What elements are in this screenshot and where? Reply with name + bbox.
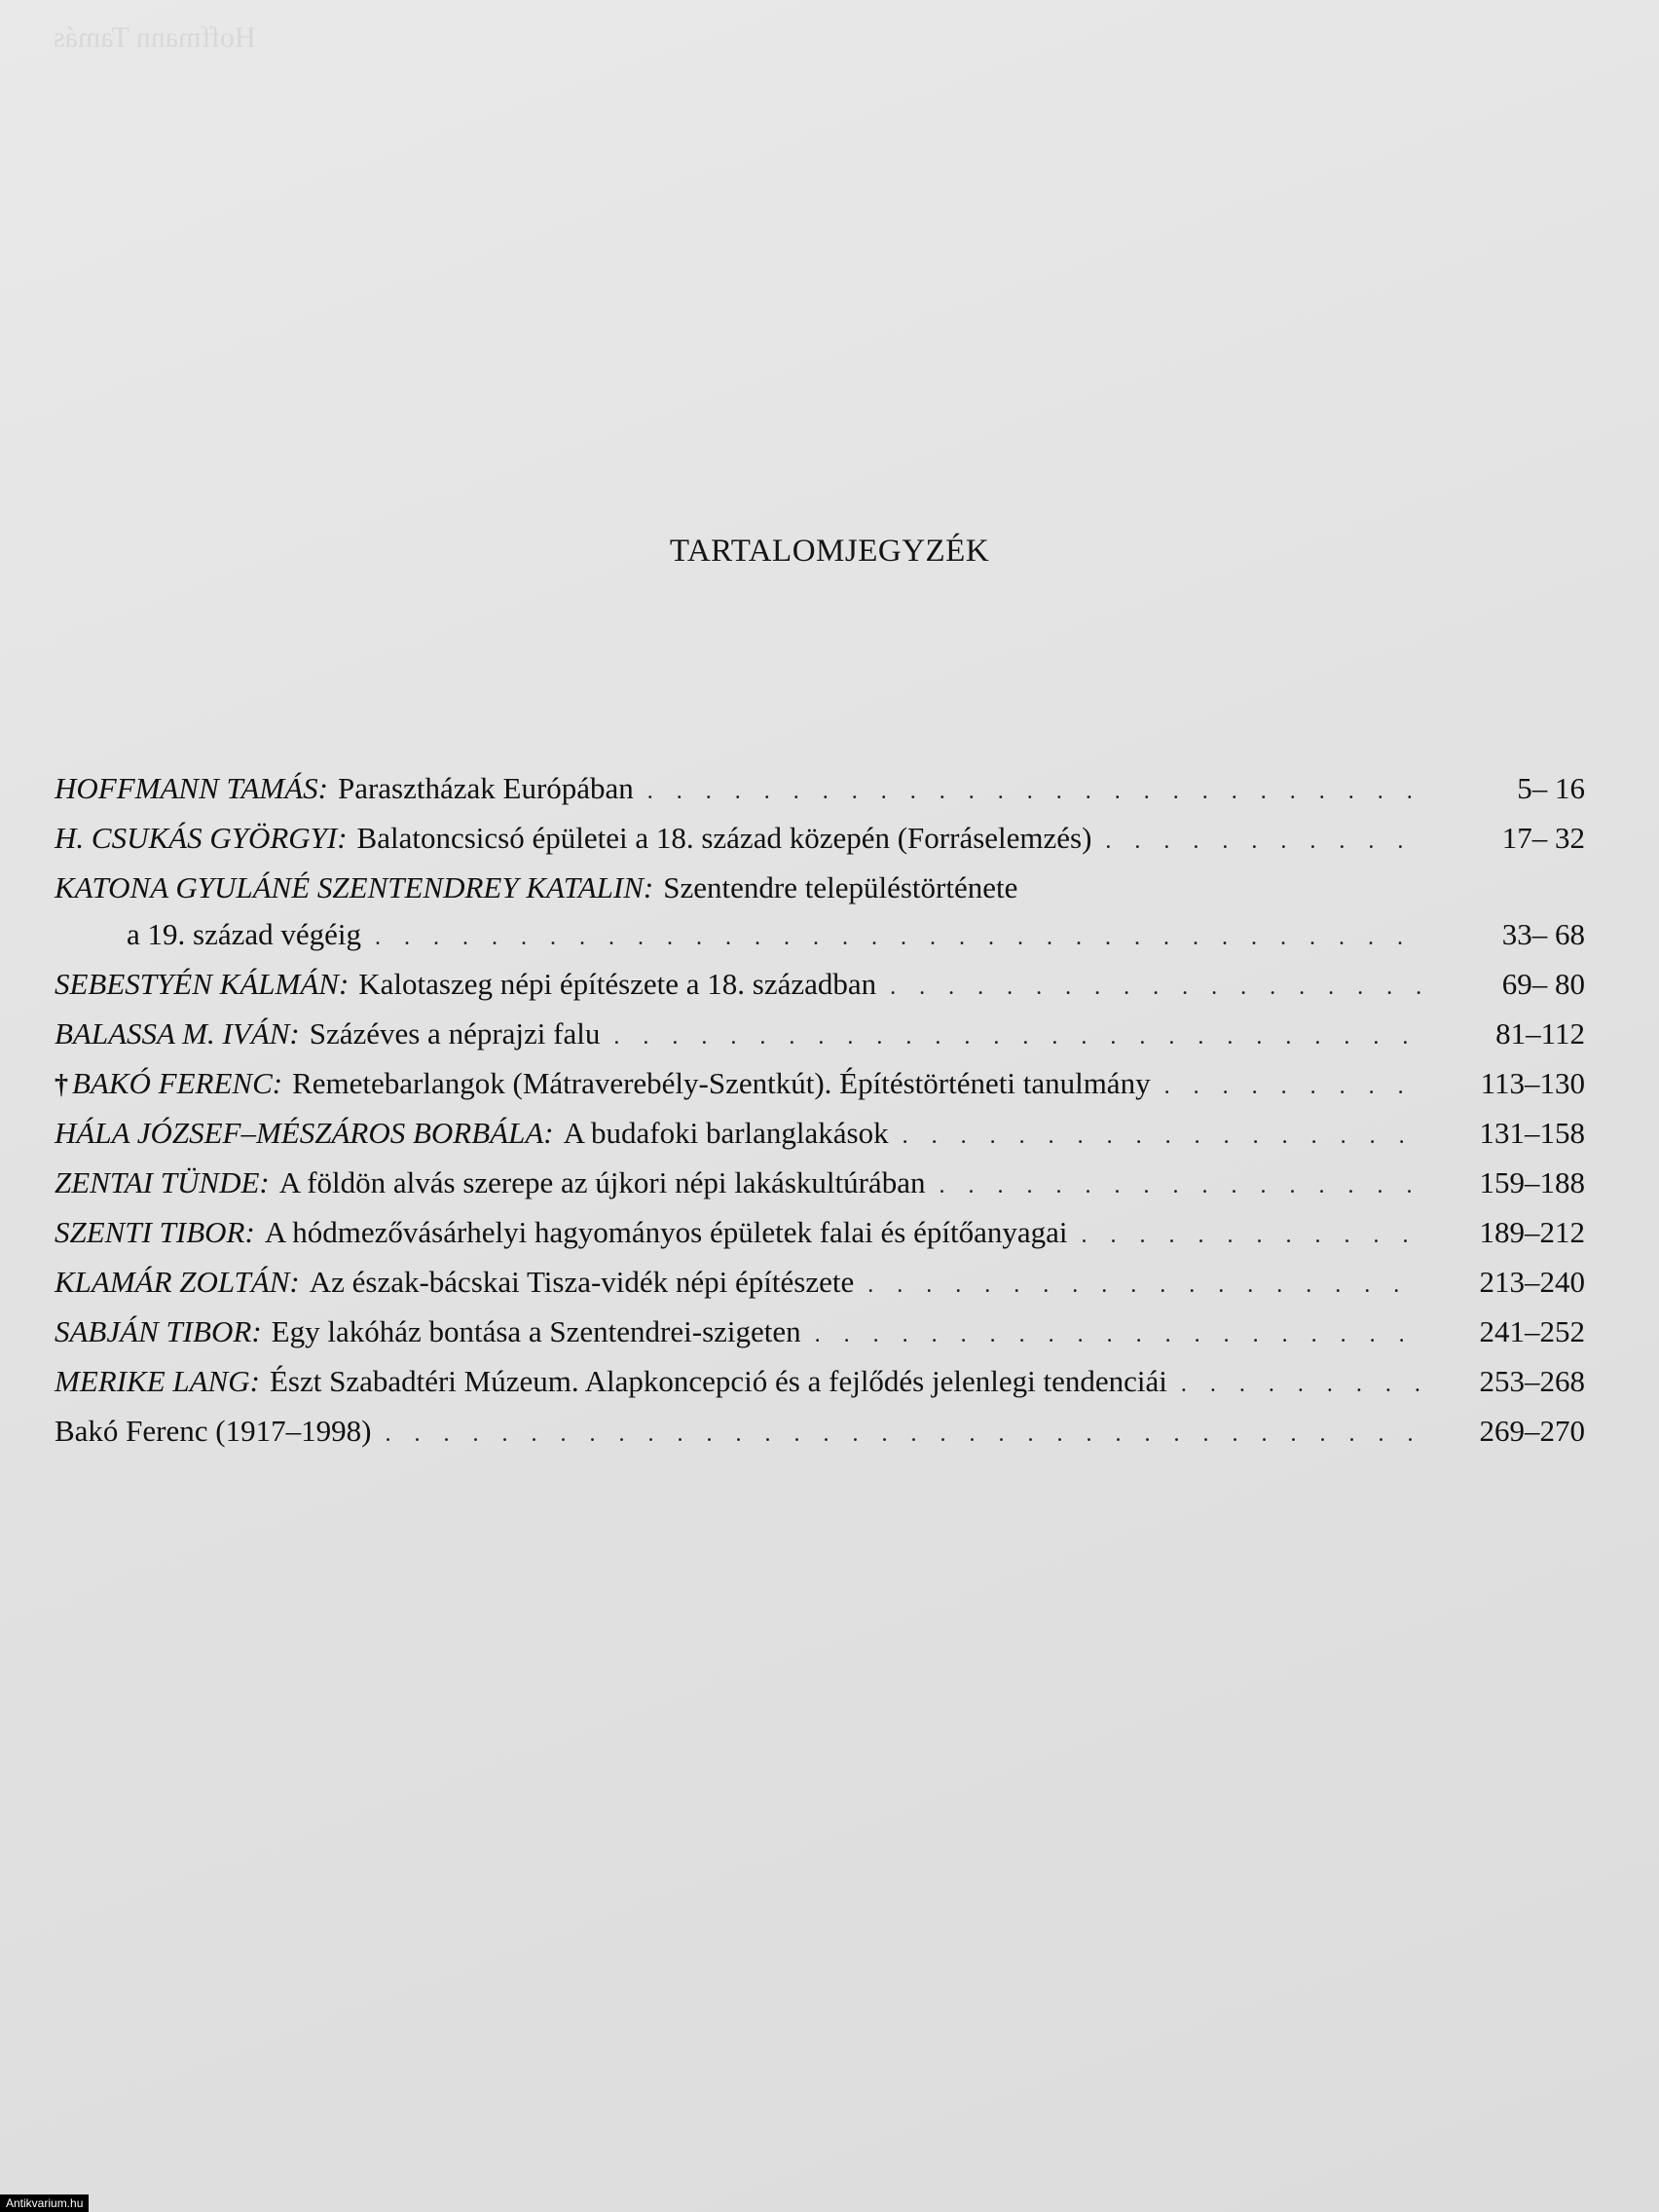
bleed-through-header: Hoffmann Tamás — [54, 21, 256, 54]
toc-author: H. CSUKÁS GYÖRGYI: — [55, 821, 348, 855]
toc-title: A földön alvás szerepe az újkori népi lakáskultúrában — [278, 1165, 926, 1199]
toc-title: Észt Szabadtéri Múzeum. Alapkoncepció és a fejlődés jelenlegi tendenciái — [269, 1364, 1167, 1398]
toc-pages: 131–158 — [1479, 1116, 1585, 1150]
deceased-cross-icon: † — [55, 1070, 68, 1100]
toc-pages: 113–130 — [1480, 1066, 1585, 1100]
toc-pages: 241–252 — [1479, 1314, 1585, 1348]
toc-author: ZENTAI TÜNDE: — [55, 1165, 270, 1199]
dot-leader — [385, 1421, 1423, 1448]
toc-title: A hódmezővásárhelyi hagyományos épületek falai és építőanyagai — [264, 1215, 1068, 1249]
toc-title: Remetebarlangok (Mátraverebély-Szentkút). Építéstörténeti tanulmány — [292, 1066, 1151, 1100]
dot-leader — [1105, 829, 1423, 855]
toc-pages: 69– 80 — [1501, 967, 1585, 1001]
toc-title: Bakó Ferenc (1917–1998) — [55, 1414, 372, 1448]
toc-pages: 17– 32 — [1501, 821, 1585, 855]
toc-author: MERIKE LANG: — [55, 1364, 260, 1398]
toc-entry — [55, 1314, 1585, 1364]
toc-entry — [55, 1265, 1585, 1314]
toc-pages: 253–268 — [1479, 1364, 1585, 1398]
toc-entry-continuation — [55, 917, 1585, 967]
toc-author: BALASSA M. IVÁN: — [55, 1016, 300, 1051]
dot-leader — [867, 1272, 1423, 1299]
toc-title: Az észak-bácskai Tisza-vidék népi építészete — [309, 1265, 855, 1299]
toc-title: Balatoncsicsó épületei a 18. század közepén (Forráselemzés) — [356, 821, 1092, 855]
toc-title: Parasztházak Európában — [337, 771, 634, 805]
dot-leader — [890, 975, 1423, 1001]
toc-title: Százéves a néprajzi falu — [309, 1016, 601, 1051]
toc-entry — [55, 1165, 1585, 1215]
toc-author: KATONA GYULÁNÉ SZENTENDREY KATALIN: — [55, 870, 654, 904]
dot-leader — [1181, 1372, 1423, 1398]
toc-author: SZENTI TIBOR: — [55, 1215, 255, 1249]
toc-author: SEBESTYÉN KÁLMÁN: — [55, 967, 350, 1001]
toc-pages: 33– 68 — [1501, 917, 1585, 951]
toc-title: Egy lakóház bontása a Szentendrei-szigeten — [271, 1314, 801, 1348]
toc-entry — [55, 1066, 1585, 1116]
toc-author — [55, 1066, 282, 1101]
toc-pages: 213–240 — [1479, 1265, 1585, 1299]
toc-pages: 159–188 — [1479, 1165, 1585, 1199]
dot-leader — [939, 1173, 1423, 1199]
dot-leader — [1082, 1223, 1424, 1249]
toc-entry — [55, 1215, 1585, 1265]
toc-entry — [55, 1116, 1585, 1165]
dot-leader — [1164, 1074, 1423, 1100]
toc-author: SABJÁN TIBOR: — [55, 1314, 262, 1348]
site-watermark: Antikvarium.hu — [0, 2194, 89, 2212]
dot-leader — [375, 925, 1423, 951]
toc-title: Kalotaszeg népi építészete a 18. században — [358, 967, 877, 1001]
toc-pages: 81–112 — [1495, 1016, 1585, 1051]
toc-entry — [55, 771, 1585, 821]
toc-entry — [55, 1016, 1585, 1066]
dot-leader — [815, 1322, 1423, 1348]
toc-entry — [55, 1364, 1585, 1414]
toc-title-continuation: a 19. század végéig — [127, 917, 361, 951]
dot-leader — [903, 1124, 1423, 1150]
toc-entry — [55, 1414, 1585, 1463]
toc-entry — [55, 967, 1585, 1016]
toc-entry — [55, 821, 1585, 870]
dot-leader — [613, 1024, 1423, 1051]
toc-author: KLAMÁR ZOLTÁN: — [55, 1265, 300, 1299]
toc-author: HOFFMANN TAMÁS: — [55, 771, 328, 805]
toc-author-name: BAKÓ FERENC: — [72, 1066, 283, 1100]
table-of-contents — [55, 771, 1585, 1463]
toc-title: Szentendre településtörténete — [663, 870, 1018, 904]
toc-pages: 189–212 — [1479, 1215, 1585, 1249]
page-title: TARTALOMJEGYZÉK — [669, 534, 990, 569]
toc-entry — [55, 870, 1585, 917]
dot-leader — [647, 779, 1423, 805]
toc-pages: 269–270 — [1479, 1414, 1585, 1448]
toc-pages: 5– 16 — [1517, 771, 1585, 805]
toc-author: HÁLA JÓZSEF–MÉSZÁROS BORBÁLA: — [55, 1116, 554, 1150]
toc-title: A budafoki barlanglakások — [563, 1116, 889, 1150]
